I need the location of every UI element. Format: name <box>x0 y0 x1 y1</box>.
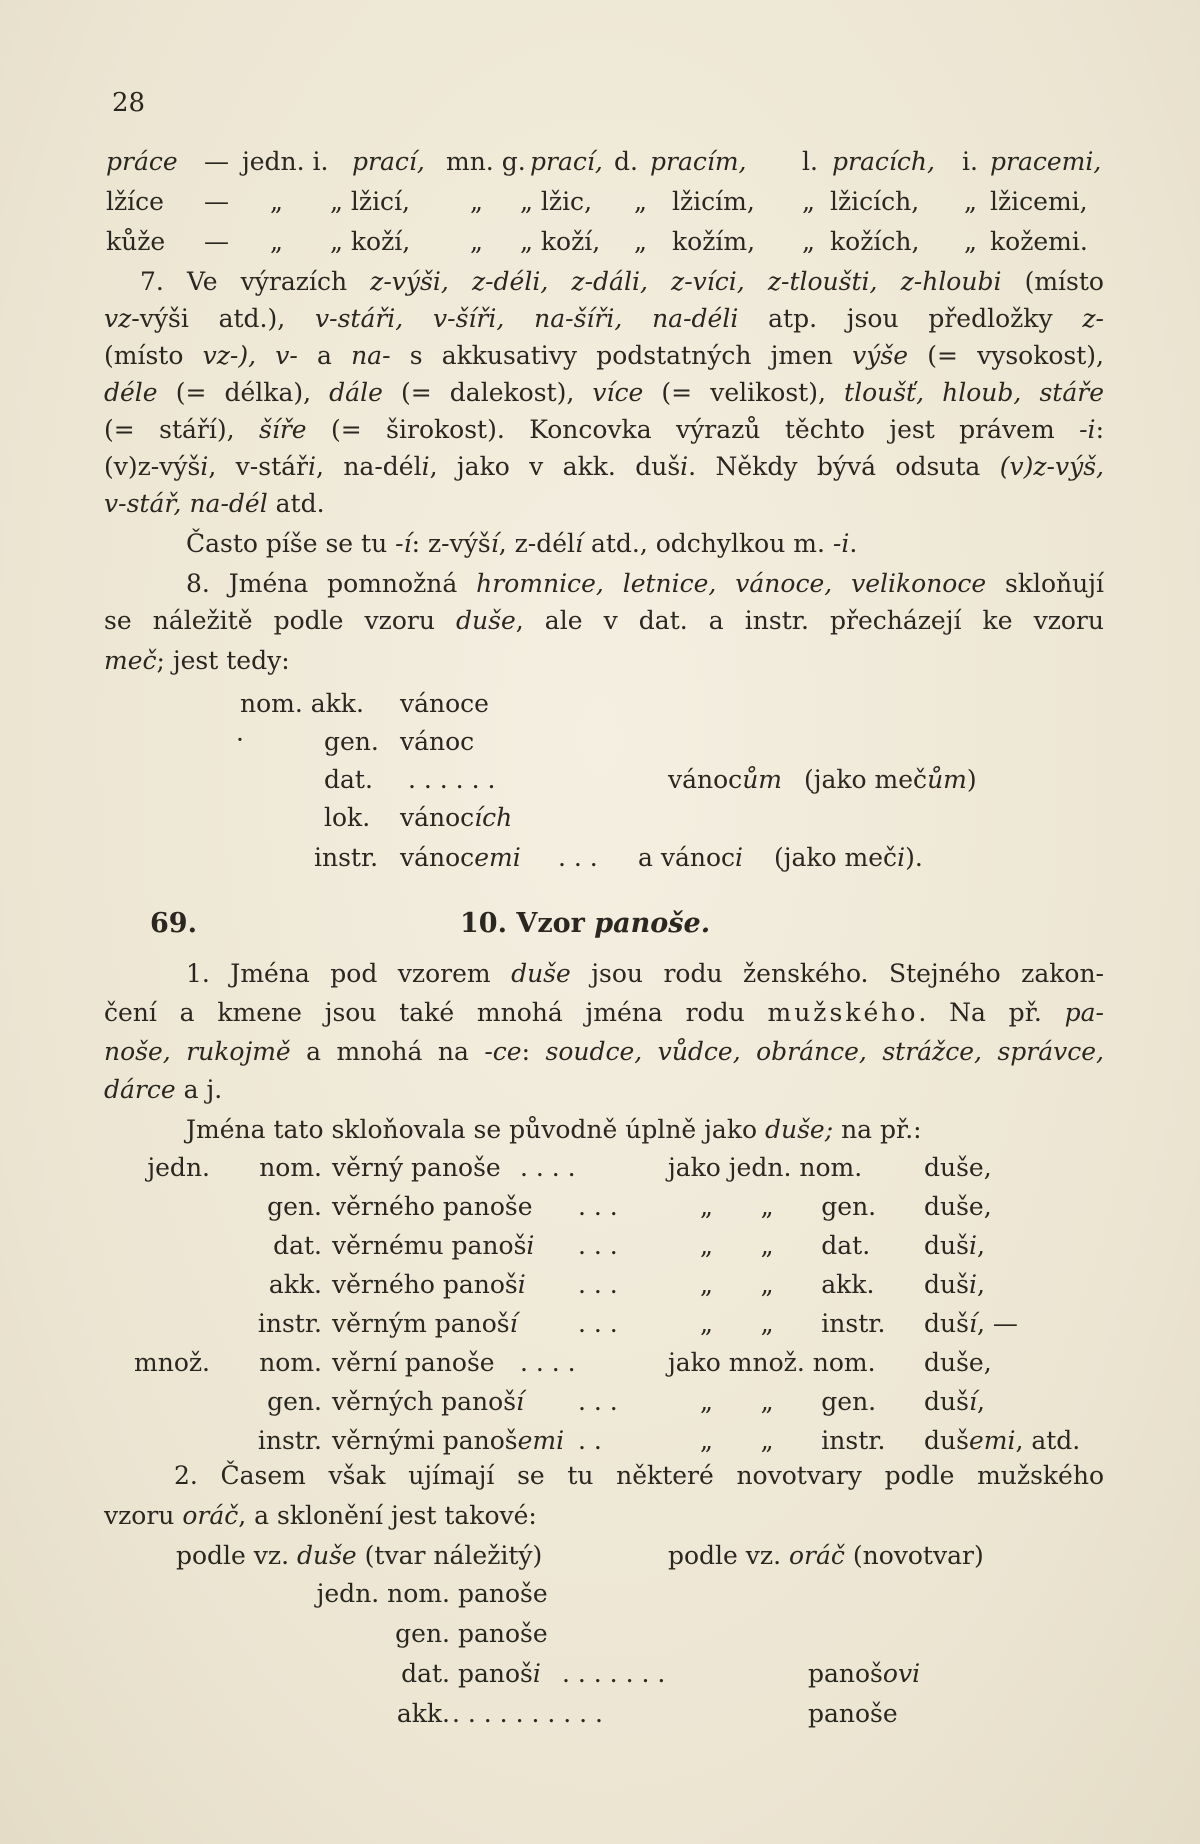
dash: — <box>204 147 229 176</box>
leader-dots: . . . . . . <box>408 765 496 794</box>
leader-dots: . . . <box>578 1309 618 1338</box>
text-line <box>104 1074 1104 1106</box>
text-line <box>186 568 1104 600</box>
text: tloušť, hloub, stáře <box>844 378 1104 407</box>
form <box>638 842 743 874</box>
text: -i <box>1079 415 1096 444</box>
text: 2. Časem však ujímají se tu některé novotvary podle mužského <box>174 1461 1104 1490</box>
comparison: „ „ instr. <box>700 1426 886 1455</box>
cell: „ <box>802 227 815 256</box>
case-label: nom. <box>259 1153 322 1182</box>
case-label: nom. akk. <box>240 689 364 718</box>
text: (= širokost). Koncovka výrazů těchto jest právem <box>306 415 1080 444</box>
number-label: jedn. <box>147 1153 210 1182</box>
result <box>924 1152 992 1184</box>
word: práce <box>106 147 178 176</box>
case-label: gen. <box>395 1619 450 1648</box>
text: vánoc <box>400 803 475 832</box>
text: , — <box>976 1309 1018 1338</box>
text: : <box>1095 415 1104 444</box>
text: duš <box>924 1309 969 1338</box>
text: z-výši, z-déli, z-dáli, z-víci, z-tloušti, z-hloubi <box>370 267 1002 296</box>
text: oráč <box>788 1541 845 1570</box>
text: čení a kmene jsou také mnohá jména rodu <box>104 998 768 1027</box>
text: na- <box>351 341 391 370</box>
text: , jako v akk. duš <box>429 452 681 481</box>
comparison: „ „ gen. <box>700 1387 877 1416</box>
cell: prací, <box>530 147 603 176</box>
text: duše, <box>924 1153 992 1182</box>
cell: pracím, <box>650 147 747 176</box>
text: i <box>421 452 430 481</box>
text: duš <box>924 1426 969 1455</box>
text: oráč <box>182 1501 239 1530</box>
text: (místo <box>104 341 203 370</box>
comparison: „ „ dat. <box>700 1231 871 1260</box>
cell: i. <box>962 147 978 176</box>
cell: „ koží, <box>330 227 411 256</box>
comparison: „ „ gen. <box>700 1192 877 1221</box>
text: ; jest tedy: <box>156 646 290 675</box>
cell: „ <box>964 227 977 256</box>
text: i <box>307 452 316 481</box>
text: věrného panoš <box>332 1270 518 1299</box>
dash: — <box>204 227 229 256</box>
bullet-mark: · <box>236 725 244 754</box>
text: , <box>976 1231 985 1260</box>
text: i <box>735 843 744 872</box>
text-line <box>174 1460 1104 1492</box>
comparison: „ „ instr. <box>700 1309 886 1338</box>
cell: lžicím, <box>672 187 755 216</box>
text: pa- <box>1064 998 1104 1027</box>
cell: „ <box>270 227 283 256</box>
text: a j. <box>175 1075 223 1104</box>
text: se náležitě podle vzoru <box>104 606 457 635</box>
text-line <box>104 1500 1104 1532</box>
text: emi <box>968 1426 1016 1455</box>
text: i <box>968 1270 977 1299</box>
text: věrného panoše <box>332 1192 533 1221</box>
text: Často píše se tu <box>186 529 396 558</box>
case-label: dat. <box>401 1659 450 1688</box>
text-line <box>104 488 1104 520</box>
text: a mnohá na <box>290 1037 485 1066</box>
text-line <box>104 414 1104 446</box>
text: ům <box>927 765 967 794</box>
text: duše, <box>924 1348 992 1377</box>
result <box>924 1191 992 1223</box>
result <box>924 1230 985 1262</box>
text: podle vz. <box>668 1541 789 1570</box>
text: (místo <box>1001 267 1104 296</box>
form <box>400 842 521 874</box>
text: í <box>968 1387 977 1416</box>
text: ovi <box>882 1659 921 1688</box>
comparison: „ „ akk. <box>700 1270 875 1299</box>
text-line <box>104 997 1104 1029</box>
text: hromnice, letnice, vánoce, velikonoce <box>476 569 987 598</box>
text: skloňují <box>986 569 1105 598</box>
text: , na-dél <box>315 452 422 481</box>
text: výše <box>852 341 909 370</box>
form: vánoce <box>400 689 489 718</box>
leader-dots: . . . <box>558 843 598 872</box>
text: , ale v dat. a instr. přecházejí ke vzoru <box>515 606 1104 635</box>
leader-dots: . . . <box>578 1231 618 1260</box>
leader-dots: . . . . <box>520 1348 576 1377</box>
form: vánoc <box>400 727 475 756</box>
text: vánoc <box>668 765 743 794</box>
text: duš <box>924 1387 969 1416</box>
text: atd., odchylkou m. <box>583 529 833 558</box>
text: , z-dél <box>498 529 575 558</box>
text: z- <box>1082 304 1104 333</box>
note <box>774 842 923 874</box>
text: vánoc <box>400 843 475 872</box>
text: i <box>680 452 689 481</box>
text: -výši atd.), <box>131 304 315 333</box>
text: , a sklonění jest takové: <box>238 1501 537 1530</box>
text: ). <box>905 843 923 872</box>
text: emi <box>517 1426 565 1455</box>
text: v-stář, na-dél <box>104 489 268 518</box>
text: panoš <box>458 1659 533 1688</box>
text: více <box>592 378 644 407</box>
text: (jako meč <box>774 843 898 872</box>
text: panoš <box>808 1659 883 1688</box>
text: i <box>526 1231 535 1260</box>
text: duše <box>511 959 571 988</box>
form <box>332 1386 524 1418</box>
text: Jména tato skloňovala se původně úplně jako <box>186 1115 765 1144</box>
text: (= délka), <box>157 378 330 407</box>
text: 1. Jména pod vzorem <box>186 959 512 988</box>
cell: kožemi. <box>990 227 1088 256</box>
text: déle <box>104 378 158 407</box>
case-label: akk. <box>268 1270 322 1299</box>
cell: prací, <box>352 147 425 176</box>
text: duš <box>924 1231 969 1260</box>
text-line <box>186 958 1104 990</box>
case-label: akk. <box>396 1699 450 1728</box>
text: věrný panoše <box>332 1153 501 1182</box>
text: s akkusativy podstatných jmen <box>390 341 853 370</box>
text: šíře <box>259 415 307 444</box>
text: i <box>897 843 906 872</box>
text: dále <box>329 378 383 407</box>
text: : <box>521 1037 546 1066</box>
form: panoše <box>458 1619 548 1648</box>
text: atd. <box>267 489 325 518</box>
case-label: lok. <box>324 803 371 832</box>
text-line <box>104 451 1104 483</box>
form <box>332 1191 533 1223</box>
comparison: jako jedn. nom. <box>668 1153 863 1182</box>
text: v-stáři, v-šíři, na-šíři, na-déli <box>315 304 739 333</box>
text-line <box>104 645 1104 677</box>
text: vz-), v- <box>202 341 298 370</box>
text: emi <box>474 843 521 872</box>
cell: lžicích, <box>830 187 920 216</box>
text: atp. jsou předložky <box>738 304 1083 333</box>
number-label: množ. <box>134 1348 210 1377</box>
text: , atd. <box>1015 1426 1081 1455</box>
text: jsou rodu ženského. Stejného zakon- <box>570 959 1104 988</box>
text: : z-výš <box>411 529 491 558</box>
cell: l. <box>802 147 818 176</box>
case-label: dat. <box>324 765 373 794</box>
text-line <box>104 303 1104 335</box>
text: (jako meč <box>804 765 928 794</box>
text: 8. Jména pomnožná <box>186 569 477 598</box>
text: mužského <box>767 998 919 1027</box>
form: panoše <box>808 1699 898 1728</box>
cell: „ <box>634 227 647 256</box>
leader-dots: . . . . . . . . . . <box>452 1699 603 1728</box>
text: -í <box>395 529 412 558</box>
cell: mn. g. <box>446 147 526 176</box>
text: í <box>509 1309 518 1338</box>
text-line <box>186 1114 1186 1146</box>
text: (= vysokost), <box>908 341 1104 370</box>
text: duš <box>924 1270 969 1299</box>
text: panoše. <box>594 908 711 939</box>
cell: „ <box>270 187 283 216</box>
form <box>400 802 512 834</box>
case-label: gen. <box>267 1387 322 1416</box>
cell: pracích, <box>832 147 935 176</box>
form <box>668 764 782 796</box>
text: (v)z-výš <box>104 452 201 481</box>
cell: „ <box>802 187 815 216</box>
cell: „ <box>470 187 483 216</box>
text-line <box>104 340 1104 372</box>
text: , v-stář <box>208 452 308 481</box>
text: na př.: <box>833 1115 922 1144</box>
text: věrní panoše <box>332 1348 495 1377</box>
text: i <box>532 1659 541 1688</box>
text: . Na př. <box>918 998 1065 1027</box>
text: duše <box>296 1541 357 1570</box>
form <box>332 1347 495 1379</box>
text: . <box>849 529 858 558</box>
section-number: 69. <box>150 908 197 939</box>
text-line <box>104 605 1104 637</box>
column-header-right <box>668 1540 984 1572</box>
leader-dots: . . . <box>578 1192 618 1221</box>
text: a vánoc <box>638 843 736 872</box>
leader-dots: . . . <box>578 1387 618 1416</box>
form <box>332 1425 564 1457</box>
case-label: instr. <box>257 1426 322 1455</box>
case-label: gen. <box>267 1192 322 1221</box>
text: , <box>976 1387 985 1416</box>
leader-dots: . . . . <box>520 1153 576 1182</box>
text: ům <box>742 765 782 794</box>
result <box>924 1308 1018 1340</box>
cell: d. <box>614 147 638 176</box>
text: a <box>297 341 352 370</box>
text: (= velikost), <box>643 378 845 407</box>
text: vzoru <box>104 1501 183 1530</box>
cell: „ lžic, <box>520 187 593 216</box>
text-line <box>104 377 1104 409</box>
case-label: gen. <box>324 727 379 756</box>
text: (= stáří), <box>104 415 260 444</box>
case-label: instr. <box>314 843 379 872</box>
text-line <box>104 1036 1104 1068</box>
form <box>808 1658 920 1690</box>
section-title <box>460 908 710 939</box>
text: í <box>516 1387 525 1416</box>
result <box>924 1425 1080 1457</box>
cell: jedn. i. <box>242 147 329 176</box>
cell: kožím, <box>672 227 756 256</box>
case-label: dat. <box>273 1231 322 1260</box>
page-number: 28 <box>112 88 146 118</box>
cell: „ <box>470 227 483 256</box>
text: vz <box>104 304 132 333</box>
cell: pracemi, <box>990 147 1102 176</box>
form <box>332 1308 518 1340</box>
text: 7. Ve výrazích <box>140 267 371 296</box>
cell: „ koží, <box>520 227 601 256</box>
word: kůže <box>106 227 166 256</box>
text: í <box>968 1309 977 1338</box>
result <box>924 1347 992 1379</box>
text: , <box>976 1270 985 1299</box>
text: i <box>968 1231 977 1260</box>
cell: „ <box>634 187 647 216</box>
leader-dots: . . . <box>578 1270 618 1299</box>
text: podle vz. <box>176 1541 297 1570</box>
text: věrnému panoš <box>332 1231 527 1260</box>
text: i <box>200 452 209 481</box>
text: soudce, vůdce, obránce, strážce, správce, <box>545 1037 1104 1066</box>
text: duše <box>456 606 516 635</box>
text: duše; <box>764 1115 834 1144</box>
form <box>332 1269 526 1301</box>
text-line <box>140 266 1104 298</box>
column-header-left <box>176 1540 542 1572</box>
note <box>804 764 977 796</box>
text: -i <box>832 529 850 558</box>
text: (tvar náležitý) <box>356 1541 543 1570</box>
text: dárce <box>104 1075 176 1104</box>
case-label: jedn. nom. <box>316 1579 450 1608</box>
leader-dots: . . . . . . . <box>562 1659 666 1688</box>
comparison: jako množ. nom. <box>668 1348 876 1377</box>
text: (v)z-výš, <box>999 452 1105 481</box>
text: duše, <box>924 1192 992 1221</box>
text: (novotvar) <box>844 1541 984 1570</box>
word: lžíce <box>106 187 164 216</box>
text: i <box>517 1270 526 1299</box>
text-line <box>186 528 1186 560</box>
form: panoše <box>458 1579 548 1608</box>
text: věrných panoš <box>332 1387 517 1416</box>
text: 10. Vzor <box>460 908 595 939</box>
text: ) <box>966 765 977 794</box>
text: meč <box>104 646 157 675</box>
form <box>458 1658 541 1690</box>
text: í <box>490 529 499 558</box>
result <box>924 1269 985 1301</box>
text: (= dalekost), <box>382 378 593 407</box>
cell: „ lžicí, <box>330 187 411 216</box>
form <box>332 1230 534 1262</box>
cell: lžicemi, <box>990 187 1088 216</box>
leader-dots: . . <box>578 1426 602 1455</box>
text: ích <box>474 803 513 832</box>
case-label: nom. <box>259 1348 322 1377</box>
text: noše, rukojmě <box>104 1037 291 1066</box>
text: věrným panoš <box>332 1309 510 1338</box>
form <box>332 1152 501 1184</box>
cell: „ <box>964 187 977 216</box>
text: -ce <box>484 1037 522 1066</box>
cell: kožích, <box>830 227 920 256</box>
text: í <box>575 529 583 558</box>
text: věrnými panoš <box>332 1426 518 1455</box>
dash: — <box>204 187 229 216</box>
case-label: instr. <box>257 1309 322 1338</box>
result <box>924 1386 985 1418</box>
text: . Někdy bývá odsuta <box>688 452 1000 481</box>
